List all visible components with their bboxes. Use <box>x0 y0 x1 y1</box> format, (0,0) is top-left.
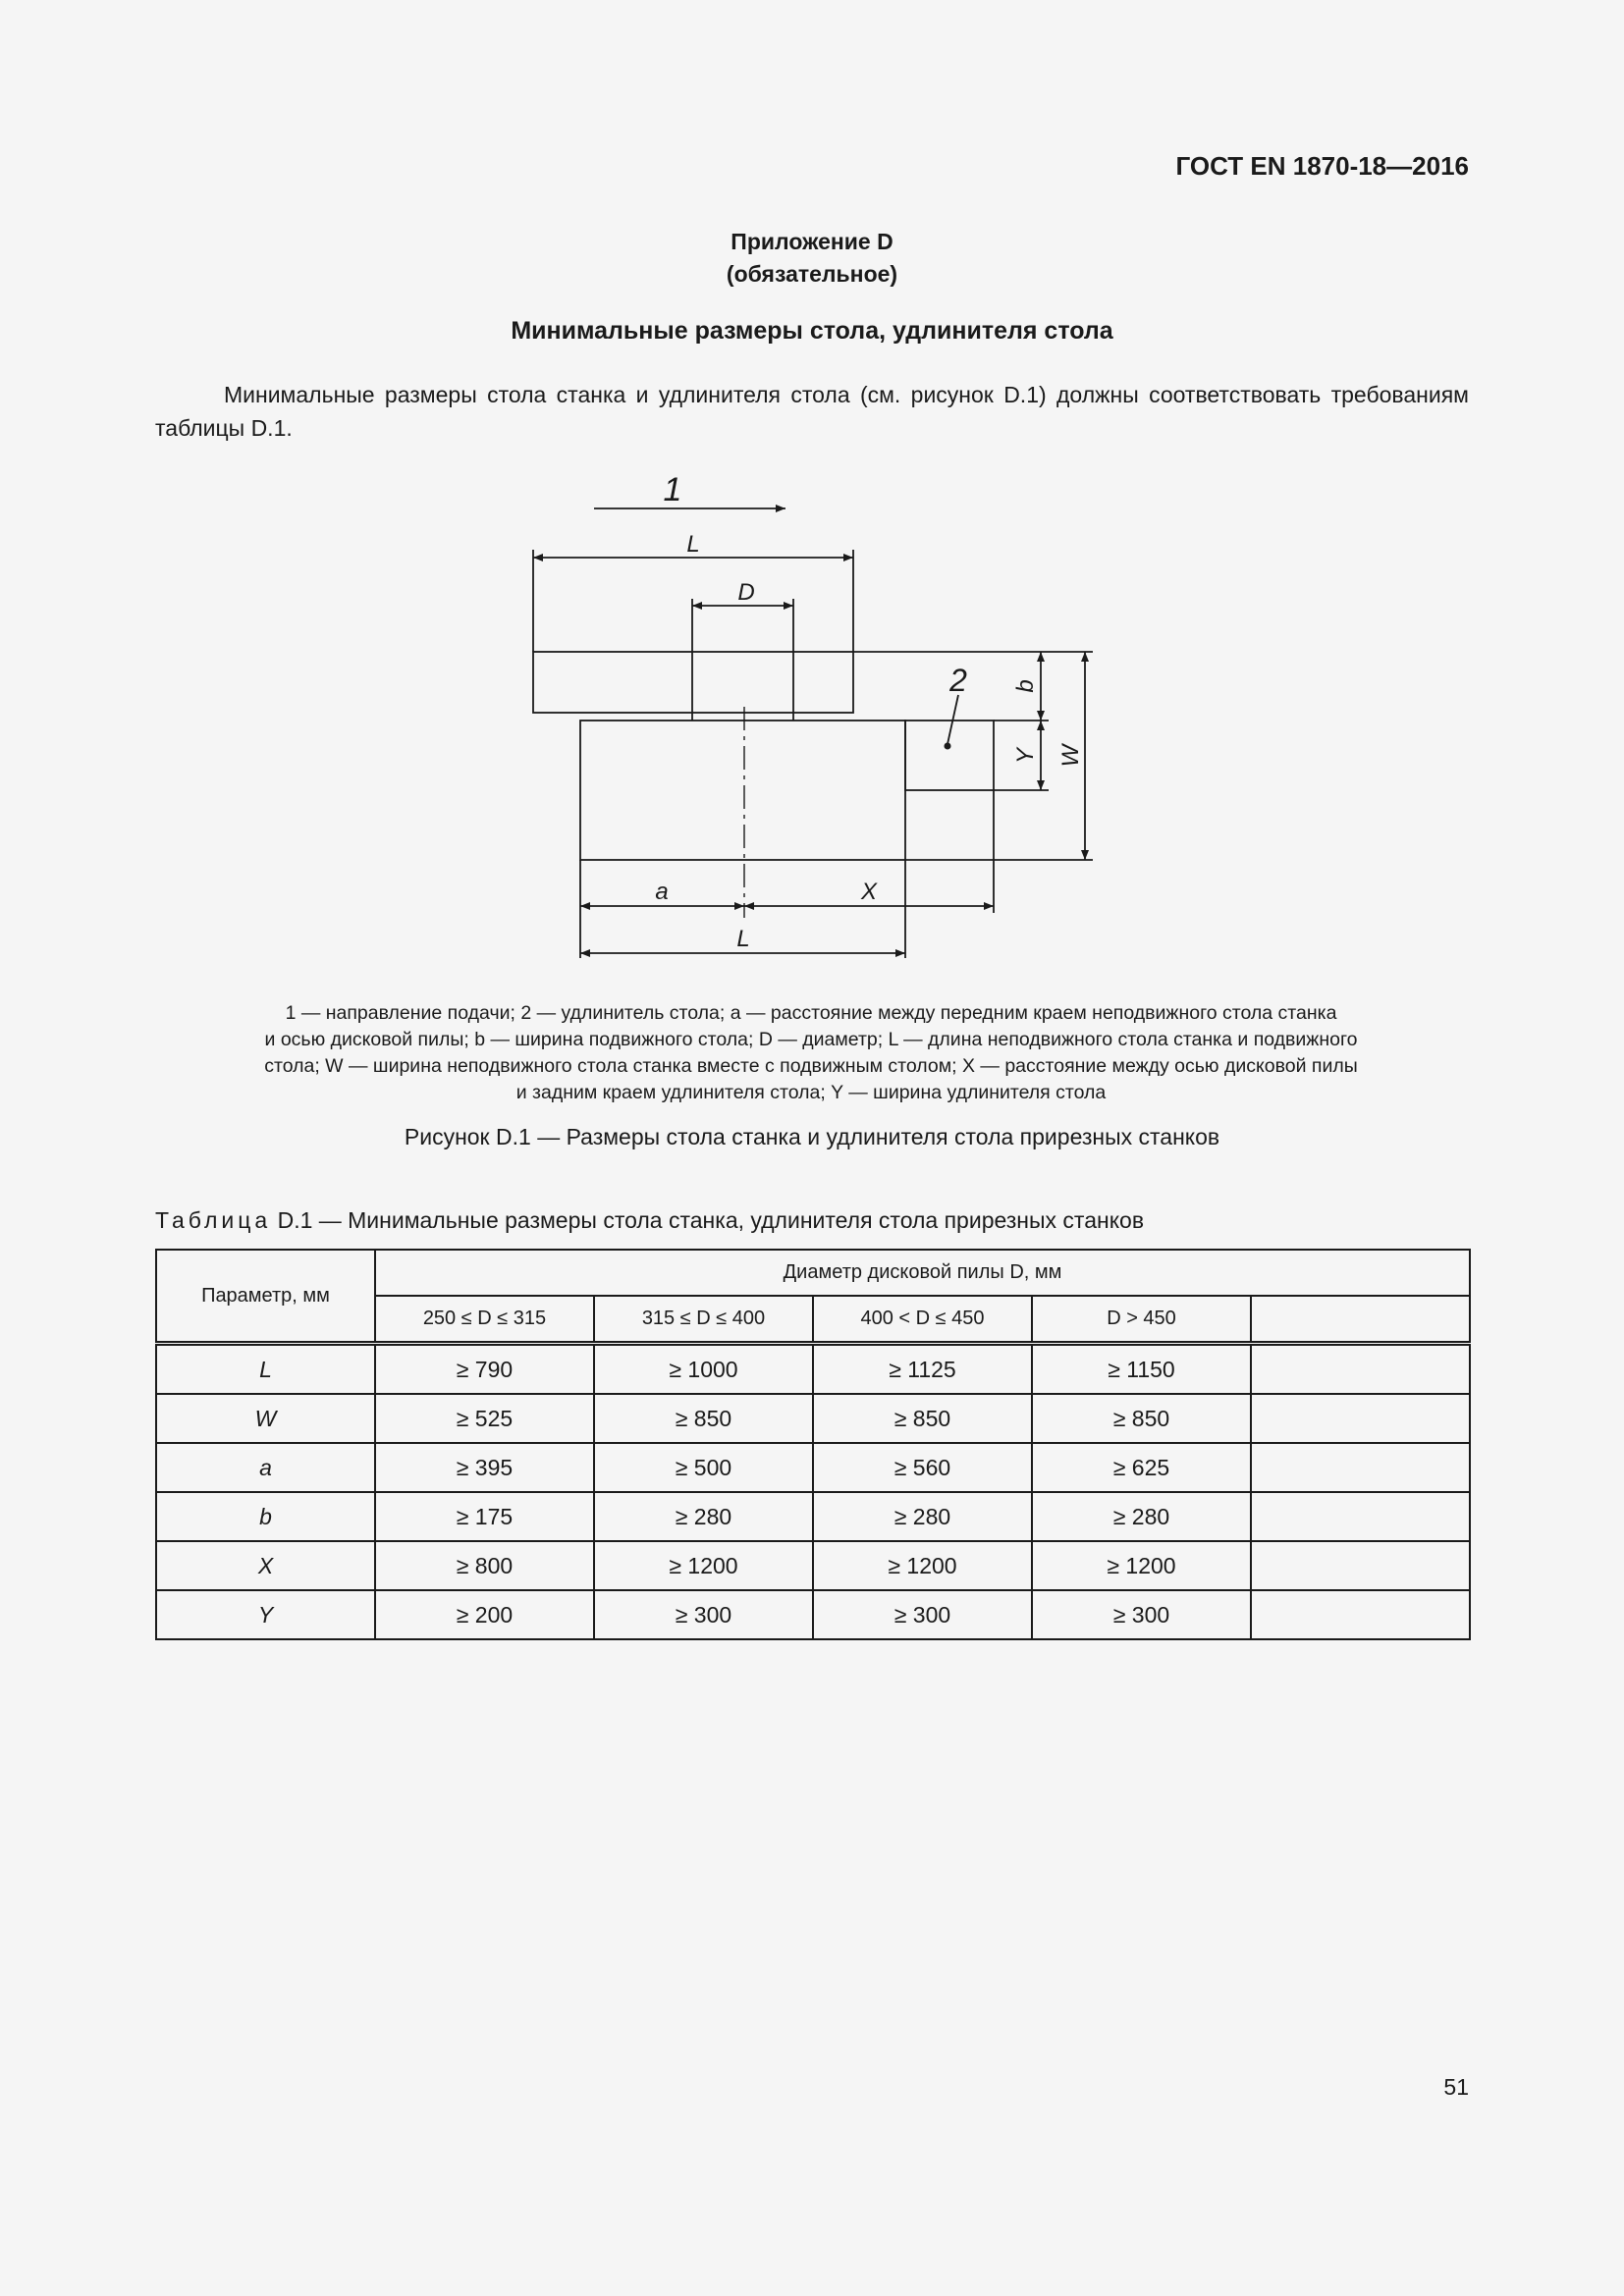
table-row <box>156 1394 1470 1443</box>
value-cell <box>1251 1344 1470 1395</box>
label-Y: Y <box>1012 747 1039 765</box>
param-cell: X <box>156 1541 375 1590</box>
value-cell: ≥ 560 <box>813 1443 1032 1492</box>
dimensions-table <box>155 1249 1471 1640</box>
label-D: D <box>737 579 755 606</box>
value-cell: ≥ 790 <box>375 1344 594 1395</box>
value-cell: ≥ 300 <box>1032 1590 1251 1639</box>
table-caption <box>155 1207 1144 1234</box>
value-cell: ≥ 200 <box>375 1590 594 1639</box>
param-cell: W <box>156 1394 375 1443</box>
fixed-table <box>580 721 905 860</box>
figure-d1-diagram <box>0 0 1624 991</box>
value-cell: ≥ 525 <box>375 1394 594 1443</box>
annex-subtitle: (обязательное) <box>726 261 898 287</box>
value-cell: ≥ 300 <box>813 1590 1032 1639</box>
value-cell: ≥ 1000 <box>594 1344 813 1395</box>
value-cell: ≥ 850 <box>813 1394 1032 1443</box>
value-cell: ≥ 850 <box>594 1394 813 1443</box>
param-cell: L <box>156 1344 375 1395</box>
label-X: X <box>860 879 878 905</box>
value-cell <box>1251 1394 1470 1443</box>
page-number: 51 <box>1443 2074 1469 2100</box>
table-extension <box>905 721 994 790</box>
value-cell: ≥ 1200 <box>594 1541 813 1590</box>
legend-line-4: и задним краем удлинителя стола; Y — ширина удлинителя стола <box>515 1082 1107 1103</box>
value-cell <box>1251 1590 1470 1639</box>
value-cell: ≥ 280 <box>594 1492 813 1541</box>
value-cell: ≥ 800 <box>375 1541 594 1590</box>
column-header: D > 450 <box>1032 1296 1251 1344</box>
table-row <box>156 1541 1470 1590</box>
value-cell: ≥ 1125 <box>813 1344 1032 1395</box>
annex-title: Приложение D <box>731 229 893 254</box>
intro-paragraph: Минимальные размеры стола станка и удлинителя стола (см. рисунок D.1) должны соответствовать требованиям таблицы D.1. <box>155 382 1469 441</box>
value-cell: ≥ 1200 <box>813 1541 1032 1590</box>
value-cell: ≥ 300 <box>594 1590 813 1639</box>
figure-caption: Рисунок D.1 — Размеры стола станка и удлинителя стола прирезных станков <box>404 1124 1220 1149</box>
document-code: ГОСТ EN 1870-18—2016 <box>1175 151 1469 181</box>
table-row <box>156 1443 1470 1492</box>
extension-leader <box>947 695 958 744</box>
param-cell: a <box>156 1443 375 1492</box>
value-cell: ≥ 395 <box>375 1443 594 1492</box>
value-cell <box>1251 1443 1470 1492</box>
label-W: W <box>1057 744 1084 768</box>
section-title: Минимальные размеры стола, удлинителя стола <box>511 317 1113 345</box>
param-cell: Y <box>156 1590 375 1639</box>
value-cell: ≥ 1150 <box>1032 1344 1251 1395</box>
table-caption-label: Таблица <box>155 1207 272 1233</box>
value-cell: ≥ 175 <box>375 1492 594 1541</box>
table-row <box>156 1492 1470 1541</box>
param-header: Параметр, мм <box>156 1250 375 1344</box>
column-header: 315 ≤ D ≤ 400 <box>594 1296 813 1344</box>
label-a: a <box>655 879 669 905</box>
column-header <box>1251 1296 1470 1344</box>
label-L-top: L <box>686 531 700 558</box>
movable-table <box>533 652 853 713</box>
value-cell: ≥ 625 <box>1032 1443 1251 1492</box>
table-caption-text: D.1 — Минимальные размеры стола станка, удлинителя стола прирезных станков <box>277 1207 1145 1233</box>
label-extension-2: 2 <box>949 663 967 698</box>
label-b: b <box>1012 679 1039 693</box>
legend-line-3: стола; W — ширина неподвижного стола станка вместе с подвижным столом; X — расстояние между осью дисковой пилы <box>264 1055 1358 1077</box>
extension-leader-dot <box>945 743 951 750</box>
table-row <box>156 1590 1470 1639</box>
value-cell: ≥ 280 <box>1032 1492 1251 1541</box>
label-feed-1: 1 <box>663 471 682 508</box>
value-cell: ≥ 1200 <box>1032 1541 1251 1590</box>
value-cell: ≥ 280 <box>813 1492 1032 1541</box>
legend-line-1: 1 — направление подачи; 2 — удлинитель стола; a — расстояние между передним краем неподвижного стола станка <box>285 1002 1337 1024</box>
figure-legend <box>191 1000 1431 1106</box>
value-cell: ≥ 850 <box>1032 1394 1251 1443</box>
legend-line-2: и осью дисковой пилы; b — ширина подвижного стола; D — диаметр; L — длина неподвижного стола станка и подвижного <box>264 1029 1358 1050</box>
column-header: 400 < D ≤ 450 <box>813 1296 1032 1344</box>
value-cell: ≥ 500 <box>594 1443 813 1492</box>
value-cell <box>1251 1492 1470 1541</box>
column-header: 250 ≤ D ≤ 315 <box>375 1296 594 1344</box>
group-header: Диаметр дисковой пилы D, мм <box>375 1250 1470 1296</box>
label-L-bottom: L <box>736 926 750 952</box>
param-cell: b <box>156 1492 375 1541</box>
table-row <box>156 1344 1470 1395</box>
value-cell <box>1251 1541 1470 1590</box>
